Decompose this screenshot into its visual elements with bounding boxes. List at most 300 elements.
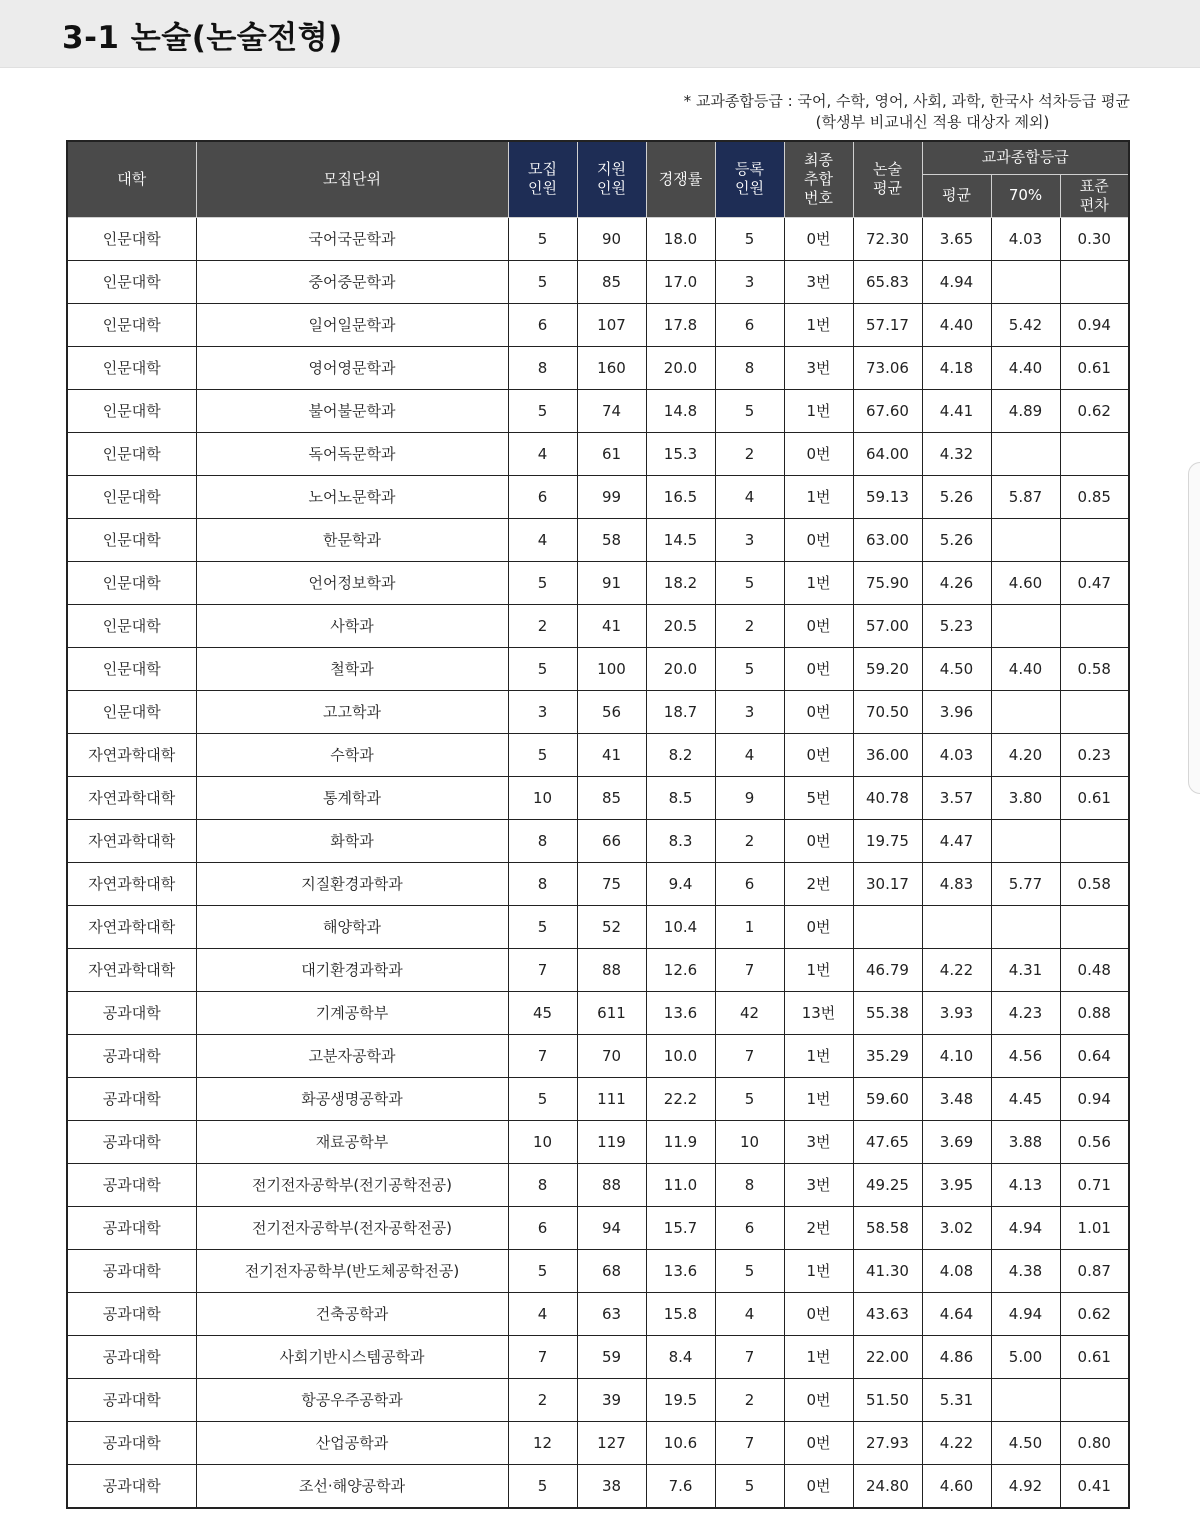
cell-ratio: 13.6 — [646, 991, 715, 1034]
cell-quota: 2 — [508, 604, 577, 647]
title-bar — [0, 0, 1200, 68]
cell-ratio: 8.5 — [646, 776, 715, 819]
cell-unit: 사학과 — [196, 604, 508, 647]
cell-essay-avg: 59.60 — [853, 1077, 922, 1120]
cell-unit: 대기환경과학과 — [196, 948, 508, 991]
cell-quota: 5 — [508, 260, 577, 303]
cell-grade-70: 5.42 — [991, 303, 1060, 346]
cell-applicants: 56 — [577, 690, 646, 733]
cell-ratio: 14.8 — [646, 389, 715, 432]
cell-quota: 5 — [508, 1077, 577, 1120]
cell-essay-avg: 73.06 — [853, 346, 922, 389]
table-row — [67, 303, 1129, 346]
cell-ratio: 15.7 — [646, 1206, 715, 1249]
cell-enrolled: 2 — [715, 1378, 784, 1421]
cell-enrolled: 6 — [715, 303, 784, 346]
cell-unit: 노어노문학과 — [196, 475, 508, 518]
cell-college: 공과대학 — [67, 991, 196, 1034]
header-ratio: 경쟁률 — [646, 141, 715, 217]
cell-unit: 산업공학과 — [196, 1421, 508, 1464]
cell-grade-sd: 1.01 — [1060, 1206, 1129, 1249]
cell-grade-70 — [991, 1378, 1060, 1421]
cell-applicants: 160 — [577, 346, 646, 389]
cell-grade-avg — [922, 905, 991, 948]
cell-grade-avg: 5.23 — [922, 604, 991, 647]
header-enrolled: 등록 인원 — [715, 141, 784, 217]
cell-grade-avg: 4.26 — [922, 561, 991, 604]
cell-ratio: 8.3 — [646, 819, 715, 862]
cell-unit: 언어정보학과 — [196, 561, 508, 604]
cell-applicants: 94 — [577, 1206, 646, 1249]
cell-essay-avg: 57.17 — [853, 303, 922, 346]
cell-enrolled: 4 — [715, 1292, 784, 1335]
cell-grade-sd — [1060, 1378, 1129, 1421]
cell-unit: 조선·해양공학과 — [196, 1464, 508, 1508]
cell-college: 인문대학 — [67, 475, 196, 518]
cell-unit: 고고학과 — [196, 690, 508, 733]
cell-essay-avg: 35.29 — [853, 1034, 922, 1077]
table-row — [67, 1034, 1129, 1077]
table-row — [67, 991, 1129, 1034]
cell-waitlist: 3번 — [784, 1163, 853, 1206]
cell-unit: 전기전자공학부(전기공학전공) — [196, 1163, 508, 1206]
cell-enrolled: 4 — [715, 733, 784, 776]
cell-waitlist: 1번 — [784, 1335, 853, 1378]
cell-ratio: 15.3 — [646, 432, 715, 475]
cell-enrolled: 42 — [715, 991, 784, 1034]
cell-grade-sd: 0.47 — [1060, 561, 1129, 604]
cell-unit: 전기전자공학부(전자공학전공) — [196, 1206, 508, 1249]
cell-quota: 8 — [508, 1163, 577, 1206]
cell-essay-avg: 59.13 — [853, 475, 922, 518]
cell-grade-avg: 4.40 — [922, 303, 991, 346]
cell-grade-avg: 3.02 — [922, 1206, 991, 1249]
cell-essay-avg: 47.65 — [853, 1120, 922, 1163]
grade-note — [684, 91, 1130, 133]
cell-grade-70: 4.40 — [991, 647, 1060, 690]
cell-grade-avg: 5.26 — [922, 518, 991, 561]
cell-enrolled: 5 — [715, 217, 784, 260]
table-row — [67, 1292, 1129, 1335]
cell-enrolled: 7 — [715, 1421, 784, 1464]
cell-quota: 8 — [508, 862, 577, 905]
cell-grade-sd — [1060, 260, 1129, 303]
cell-waitlist: 0번 — [784, 819, 853, 862]
cell-waitlist: 0번 — [784, 518, 853, 561]
cell-enrolled: 2 — [715, 604, 784, 647]
cell-grade-avg: 4.32 — [922, 432, 991, 475]
cell-grade-sd: 0.94 — [1060, 303, 1129, 346]
cell-quota: 10 — [508, 776, 577, 819]
header-grade-group: 교과종합등급 — [922, 141, 1129, 174]
cell-grade-sd: 0.85 — [1060, 475, 1129, 518]
cell-waitlist: 1번 — [784, 389, 853, 432]
cell-ratio: 19.5 — [646, 1378, 715, 1421]
cell-ratio: 10.0 — [646, 1034, 715, 1077]
cell-quota: 5 — [508, 1249, 577, 1292]
cell-applicants: 63 — [577, 1292, 646, 1335]
cell-applicants: 91 — [577, 561, 646, 604]
cell-grade-sd: 0.58 — [1060, 862, 1129, 905]
cell-applicants: 41 — [577, 604, 646, 647]
cell-essay-avg: 46.79 — [853, 948, 922, 991]
cell-waitlist: 0번 — [784, 1378, 853, 1421]
cell-quota: 45 — [508, 991, 577, 1034]
cell-unit: 건축공학과 — [196, 1292, 508, 1335]
table-row — [67, 1464, 1129, 1508]
cell-unit: 중어중문학과 — [196, 260, 508, 303]
cell-applicants: 107 — [577, 303, 646, 346]
cell-grade-70 — [991, 690, 1060, 733]
cell-waitlist: 1번 — [784, 561, 853, 604]
cell-ratio: 10.6 — [646, 1421, 715, 1464]
cell-quota: 5 — [508, 1464, 577, 1508]
cell-applicants: 127 — [577, 1421, 646, 1464]
cell-essay-avg: 57.00 — [853, 604, 922, 647]
cell-grade-sd: 0.61 — [1060, 346, 1129, 389]
cell-quota: 5 — [508, 561, 577, 604]
cell-applicants: 100 — [577, 647, 646, 690]
note-line-1: * 교과종합등급 : 국어, 수학, 영어, 사회, 과학, 한국사 석차등급 평균 — [683, 92, 1130, 110]
cell-applicants: 38 — [577, 1464, 646, 1508]
cell-waitlist: 5번 — [784, 776, 853, 819]
cell-grade-70: 4.60 — [991, 561, 1060, 604]
cell-waitlist: 3번 — [784, 260, 853, 303]
cell-grade-avg: 4.03 — [922, 733, 991, 776]
cell-grade-avg: 3.95 — [922, 1163, 991, 1206]
cell-grade-70 — [991, 905, 1060, 948]
cell-grade-sd: 0.71 — [1060, 1163, 1129, 1206]
cell-grade-70: 4.40 — [991, 346, 1060, 389]
cell-college: 공과대학 — [67, 1464, 196, 1508]
table-row — [67, 432, 1129, 475]
table-body — [67, 217, 1129, 1508]
cell-waitlist: 2번 — [784, 1206, 853, 1249]
cell-ratio: 10.4 — [646, 905, 715, 948]
cell-college: 자연과학대학 — [67, 905, 196, 948]
cell-essay-avg: 55.38 — [853, 991, 922, 1034]
cell-ratio: 9.4 — [646, 862, 715, 905]
cell-quota: 5 — [508, 905, 577, 948]
cell-essay-avg: 49.25 — [853, 1163, 922, 1206]
cell-college: 자연과학대학 — [67, 948, 196, 991]
table-row — [67, 561, 1129, 604]
cell-enrolled: 5 — [715, 647, 784, 690]
cell-college: 인문대학 — [67, 647, 196, 690]
cell-waitlist: 1번 — [784, 1077, 853, 1120]
cell-grade-70: 4.03 — [991, 217, 1060, 260]
cell-grade-avg: 3.69 — [922, 1120, 991, 1163]
cell-unit: 사회기반시스템공학과 — [196, 1335, 508, 1378]
cell-ratio: 20.0 — [646, 346, 715, 389]
cell-essay-avg: 36.00 — [853, 733, 922, 776]
table-row — [67, 260, 1129, 303]
cell-grade-sd: 0.23 — [1060, 733, 1129, 776]
cell-grade-sd — [1060, 690, 1129, 733]
cell-grade-70: 4.94 — [991, 1206, 1060, 1249]
cell-ratio: 7.6 — [646, 1464, 715, 1508]
cell-applicants: 119 — [577, 1120, 646, 1163]
cell-essay-avg: 65.83 — [853, 260, 922, 303]
cell-enrolled: 3 — [715, 518, 784, 561]
cell-enrolled: 3 — [715, 260, 784, 303]
cell-grade-70: 4.13 — [991, 1163, 1060, 1206]
cell-essay-avg: 75.90 — [853, 561, 922, 604]
cell-enrolled: 2 — [715, 432, 784, 475]
cell-quota: 6 — [508, 1206, 577, 1249]
cell-quota: 4 — [508, 1292, 577, 1335]
cell-enrolled: 7 — [715, 1034, 784, 1077]
cell-applicants: 85 — [577, 260, 646, 303]
cell-grade-avg: 3.57 — [922, 776, 991, 819]
scroll-handle[interactable] — [1188, 462, 1200, 794]
table-row — [67, 948, 1129, 991]
cell-grade-sd: 0.61 — [1060, 1335, 1129, 1378]
cell-applicants: 111 — [577, 1077, 646, 1120]
cell-waitlist: 0번 — [784, 733, 853, 776]
cell-waitlist: 1번 — [784, 1034, 853, 1077]
cell-ratio: 22.2 — [646, 1077, 715, 1120]
cell-grade-avg: 3.65 — [922, 217, 991, 260]
cell-grade-70: 4.20 — [991, 733, 1060, 776]
cell-unit: 지질환경과학과 — [196, 862, 508, 905]
cell-grade-avg: 4.47 — [922, 819, 991, 862]
table-row — [67, 1378, 1129, 1421]
cell-college: 공과대학 — [67, 1421, 196, 1464]
cell-grade-sd: 0.61 — [1060, 776, 1129, 819]
table-row — [67, 1206, 1129, 1249]
cell-grade-avg: 5.26 — [922, 475, 991, 518]
cell-college: 인문대학 — [67, 260, 196, 303]
cell-essay-avg: 43.63 — [853, 1292, 922, 1335]
table-row — [67, 690, 1129, 733]
cell-essay-avg: 59.20 — [853, 647, 922, 690]
header-grade-70: 70% — [991, 174, 1060, 217]
cell-grade-sd — [1060, 518, 1129, 561]
cell-waitlist: 0번 — [784, 1464, 853, 1508]
header-grade-avg: 평균 — [922, 174, 991, 217]
cell-grade-sd — [1060, 604, 1129, 647]
cell-grade-avg: 4.22 — [922, 1421, 991, 1464]
cell-college: 공과대학 — [67, 1378, 196, 1421]
table-row — [67, 1163, 1129, 1206]
cell-quota: 5 — [508, 733, 577, 776]
header-applicants: 지원 인원 — [577, 141, 646, 217]
table-row — [67, 1335, 1129, 1378]
cell-quota: 7 — [508, 948, 577, 991]
cell-ratio: 20.5 — [646, 604, 715, 647]
cell-college: 공과대학 — [67, 1163, 196, 1206]
cell-grade-avg: 4.22 — [922, 948, 991, 991]
cell-grade-avg: 5.31 — [922, 1378, 991, 1421]
cell-quota: 7 — [508, 1034, 577, 1077]
cell-applicants: 52 — [577, 905, 646, 948]
cell-quota: 4 — [508, 518, 577, 561]
cell-waitlist: 0번 — [784, 432, 853, 475]
cell-grade-sd: 0.58 — [1060, 647, 1129, 690]
cell-grade-70: 4.50 — [991, 1421, 1060, 1464]
cell-waitlist: 3번 — [784, 346, 853, 389]
table-row — [67, 647, 1129, 690]
cell-ratio: 11.9 — [646, 1120, 715, 1163]
cell-enrolled: 5 — [715, 389, 784, 432]
cell-enrolled: 5 — [715, 1249, 784, 1292]
cell-essay-avg — [853, 905, 922, 948]
cell-enrolled: 9 — [715, 776, 784, 819]
cell-enrolled: 10 — [715, 1120, 784, 1163]
cell-waitlist: 0번 — [784, 1292, 853, 1335]
cell-unit: 재료공학부 — [196, 1120, 508, 1163]
cell-unit: 해양학과 — [196, 905, 508, 948]
cell-quota: 8 — [508, 819, 577, 862]
cell-enrolled: 4 — [715, 475, 784, 518]
cell-grade-70 — [991, 260, 1060, 303]
cell-applicants: 90 — [577, 217, 646, 260]
cell-quota: 12 — [508, 1421, 577, 1464]
cell-grade-70 — [991, 819, 1060, 862]
cell-ratio: 18.2 — [646, 561, 715, 604]
cell-waitlist: 1번 — [784, 948, 853, 991]
cell-unit: 수학과 — [196, 733, 508, 776]
cell-enrolled: 5 — [715, 1464, 784, 1508]
cell-grade-sd: 0.30 — [1060, 217, 1129, 260]
cell-college: 인문대학 — [67, 690, 196, 733]
cell-waitlist: 0번 — [784, 905, 853, 948]
cell-grade-70: 4.92 — [991, 1464, 1060, 1508]
cell-applicants: 611 — [577, 991, 646, 1034]
cell-enrolled: 2 — [715, 819, 784, 862]
admission-results-table — [66, 140, 1130, 1509]
cell-grade-avg: 4.50 — [922, 647, 991, 690]
cell-applicants: 85 — [577, 776, 646, 819]
cell-unit: 전기전자공학부(반도체공학전공) — [196, 1249, 508, 1292]
cell-unit: 일어일문학과 — [196, 303, 508, 346]
cell-ratio: 20.0 — [646, 647, 715, 690]
cell-grade-avg: 4.64 — [922, 1292, 991, 1335]
cell-college: 인문대학 — [67, 604, 196, 647]
table-row — [67, 475, 1129, 518]
cell-grade-70: 4.31 — [991, 948, 1060, 991]
cell-grade-avg: 4.86 — [922, 1335, 991, 1378]
cell-applicants: 61 — [577, 432, 646, 475]
cell-unit: 국어국문학과 — [196, 217, 508, 260]
cell-applicants: 88 — [577, 948, 646, 991]
cell-applicants: 70 — [577, 1034, 646, 1077]
cell-college: 공과대학 — [67, 1292, 196, 1335]
cell-college: 공과대학 — [67, 1120, 196, 1163]
cell-waitlist: 0번 — [784, 604, 853, 647]
cell-quota: 2 — [508, 1378, 577, 1421]
cell-grade-avg: 4.60 — [922, 1464, 991, 1508]
cell-college: 공과대학 — [67, 1077, 196, 1120]
cell-unit: 한문학과 — [196, 518, 508, 561]
cell-college: 인문대학 — [67, 303, 196, 346]
cell-grade-sd: 0.41 — [1060, 1464, 1129, 1508]
cell-enrolled: 7 — [715, 948, 784, 991]
cell-essay-avg: 40.78 — [853, 776, 922, 819]
cell-grade-70 — [991, 518, 1060, 561]
cell-grade-70: 3.88 — [991, 1120, 1060, 1163]
cell-waitlist: 0번 — [784, 217, 853, 260]
cell-enrolled: 7 — [715, 1335, 784, 1378]
cell-ratio: 16.5 — [646, 475, 715, 518]
cell-applicants: 99 — [577, 475, 646, 518]
cell-waitlist: 3번 — [784, 1120, 853, 1163]
cell-grade-70 — [991, 604, 1060, 647]
cell-unit: 항공우주공학과 — [196, 1378, 508, 1421]
cell-grade-sd: 0.56 — [1060, 1120, 1129, 1163]
cell-quota: 5 — [508, 647, 577, 690]
cell-grade-avg: 4.10 — [922, 1034, 991, 1077]
cell-essay-avg: 41.30 — [853, 1249, 922, 1292]
cell-college: 인문대학 — [67, 346, 196, 389]
table-row — [67, 862, 1129, 905]
cell-college: 자연과학대학 — [67, 733, 196, 776]
cell-applicants: 68 — [577, 1249, 646, 1292]
cell-enrolled: 8 — [715, 1163, 784, 1206]
cell-waitlist: 0번 — [784, 1421, 853, 1464]
cell-essay-avg: 51.50 — [853, 1378, 922, 1421]
cell-ratio: 18.0 — [646, 217, 715, 260]
cell-ratio: 17.8 — [646, 303, 715, 346]
table-row — [67, 604, 1129, 647]
cell-grade-sd: 0.80 — [1060, 1421, 1129, 1464]
cell-college: 인문대학 — [67, 432, 196, 475]
cell-ratio: 17.0 — [646, 260, 715, 303]
cell-ratio: 13.6 — [646, 1249, 715, 1292]
cell-applicants: 66 — [577, 819, 646, 862]
cell-unit: 기계공학부 — [196, 991, 508, 1034]
cell-waitlist: 1번 — [784, 1249, 853, 1292]
cell-ratio: 14.5 — [646, 518, 715, 561]
table-row — [67, 518, 1129, 561]
cell-enrolled: 5 — [715, 561, 784, 604]
table-row — [67, 733, 1129, 776]
cell-grade-sd — [1060, 905, 1129, 948]
cell-applicants: 59 — [577, 1335, 646, 1378]
table-row — [67, 1421, 1129, 1464]
cell-unit: 화학과 — [196, 819, 508, 862]
cell-essay-avg: 58.58 — [853, 1206, 922, 1249]
cell-grade-70: 5.77 — [991, 862, 1060, 905]
cell-ratio: 8.4 — [646, 1335, 715, 1378]
cell-essay-avg: 64.00 — [853, 432, 922, 475]
cell-college: 공과대학 — [67, 1249, 196, 1292]
cell-unit: 영어영문학과 — [196, 346, 508, 389]
cell-quota: 6 — [508, 475, 577, 518]
header-grade-sd: 표준 편차 — [1060, 174, 1129, 217]
cell-ratio: 15.8 — [646, 1292, 715, 1335]
table-row — [67, 819, 1129, 862]
cell-grade-sd — [1060, 432, 1129, 475]
cell-essay-avg: 27.93 — [853, 1421, 922, 1464]
cell-grade-sd: 0.62 — [1060, 1292, 1129, 1335]
cell-quota: 6 — [508, 303, 577, 346]
cell-grade-70: 4.38 — [991, 1249, 1060, 1292]
cell-college: 자연과학대학 — [67, 862, 196, 905]
cell-applicants: 88 — [577, 1163, 646, 1206]
page-title: 3-1 논술(논술전형) — [62, 20, 343, 56]
cell-applicants: 58 — [577, 518, 646, 561]
cell-grade-sd: 0.64 — [1060, 1034, 1129, 1077]
table-row — [67, 346, 1129, 389]
cell-college: 공과대학 — [67, 1206, 196, 1249]
cell-essay-avg: 67.60 — [853, 389, 922, 432]
cell-grade-avg: 4.18 — [922, 346, 991, 389]
cell-enrolled: 1 — [715, 905, 784, 948]
cell-college: 자연과학대학 — [67, 776, 196, 819]
table-row — [67, 1249, 1129, 1292]
